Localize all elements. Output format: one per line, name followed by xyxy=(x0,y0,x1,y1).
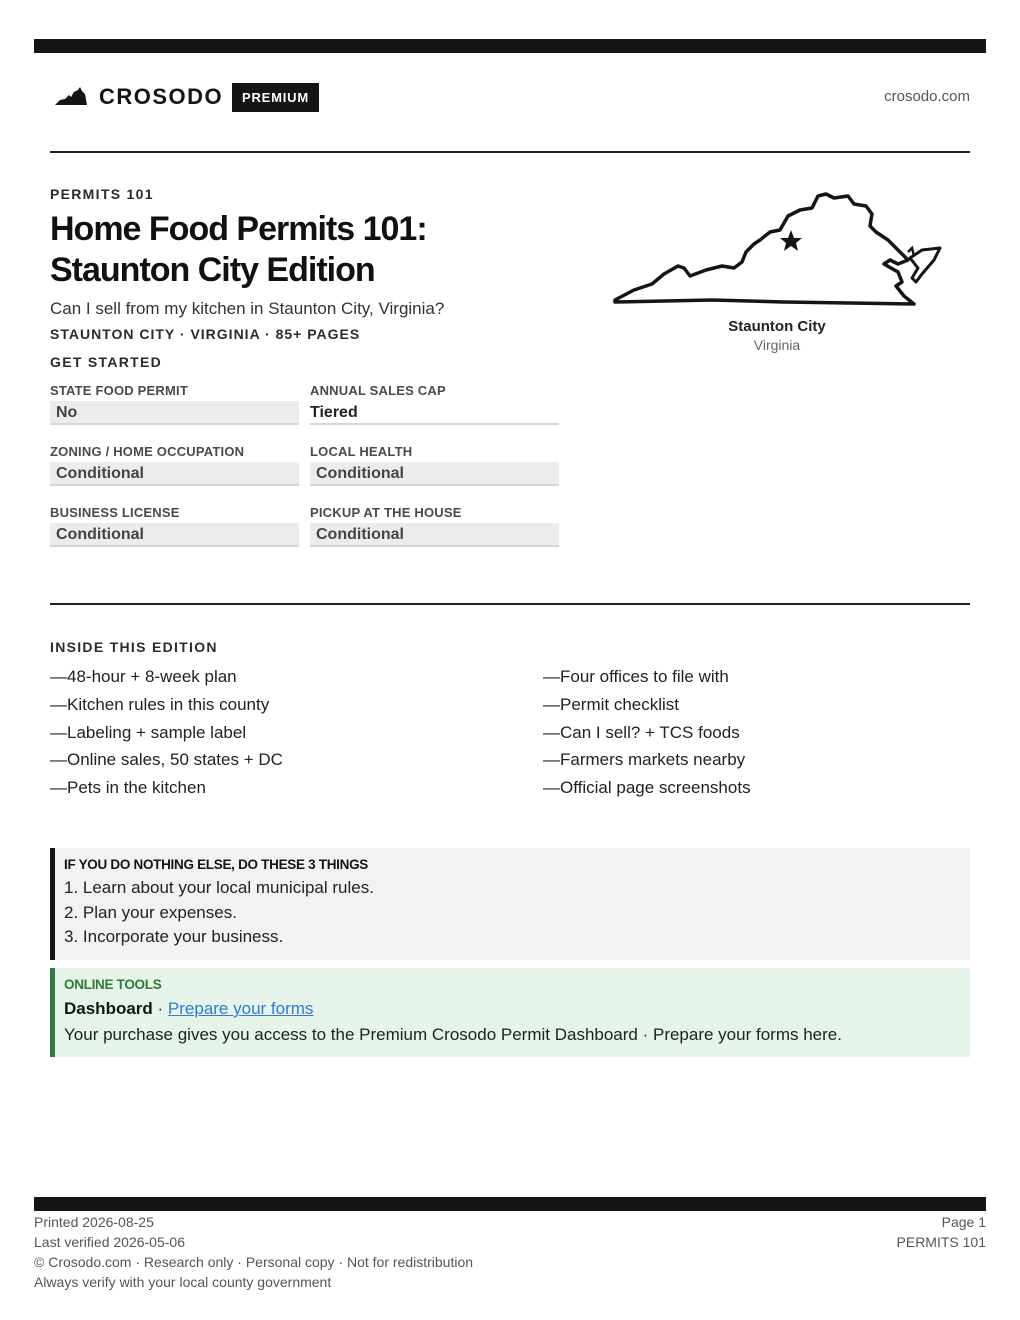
map-city: Staunton City xyxy=(728,318,826,335)
list-item: —Farmers markets nearby xyxy=(543,750,746,770)
list-item: 1. Learn about your local municipal rules. xyxy=(64,878,374,897)
fact-label: ZONING / HOME OCCUPATION xyxy=(50,444,245,459)
page-subtitle: Can I sell from my kitchen in Staunton City, Virginia? xyxy=(50,299,445,318)
list-item: 2. Plan your expenses. xyxy=(64,902,237,922)
footer-rule-bar xyxy=(34,1197,986,1211)
tools-separator: · xyxy=(152,999,168,1018)
list-item: —Official page screenshots xyxy=(543,778,751,798)
section-divider xyxy=(50,603,970,605)
list-item: —Online sales, 50 states + DC xyxy=(50,750,283,770)
title-line-2: Staunton City Edition xyxy=(50,251,375,289)
map-state: Virginia xyxy=(753,337,801,353)
copyright-notice: © Crosodo.com · Research only · Personal copy · Not for redistribution xyxy=(34,1254,474,1270)
page-title xyxy=(50,209,590,291)
fact-local-health xyxy=(310,441,559,502)
site-url[interactable]: crosodo.com xyxy=(884,88,970,105)
list-item: 3. Incorporate your business. xyxy=(64,927,284,946)
tools-dashboard-line xyxy=(64,996,970,1022)
prepare-forms-link[interactable]: Prepare your forms xyxy=(167,999,314,1018)
fact-value: Tiered xyxy=(310,401,559,425)
fact-state-food-permit xyxy=(50,380,299,441)
fact-zoning xyxy=(50,441,299,502)
tools-description: Your purchase gives you access to the Premium Crosodo Permit Dashboard · Prepare your forms here. xyxy=(64,1025,842,1044)
fact-label: STATE FOOD PERMIT xyxy=(50,383,188,398)
verify-notice: Always verify with your local county government xyxy=(34,1274,332,1290)
fact-value: Conditional xyxy=(310,462,559,486)
online-tools-callout xyxy=(50,968,970,1057)
dashboard-label: Dashboard xyxy=(64,999,153,1018)
section-kicker: PERMITS 101 xyxy=(50,186,154,202)
list-item: —Labeling + sample label xyxy=(50,722,247,742)
fact-label: BUSINESS LICENSE xyxy=(50,505,180,520)
fact-annual-sales-cap xyxy=(310,380,559,441)
fact-pickup xyxy=(310,502,559,563)
list-item: —Permit checklist xyxy=(543,694,680,714)
inside-list-right xyxy=(543,666,963,805)
get-started-heading: GET STARTED xyxy=(50,354,163,370)
brand-link[interactable] xyxy=(54,84,223,110)
three-things-callout xyxy=(50,848,970,960)
footer-left xyxy=(34,1212,473,1292)
staunton-star-icon xyxy=(780,230,802,251)
inside-edition-heading: INSIDE THIS EDITION xyxy=(50,639,218,655)
top-rule-bar xyxy=(34,39,986,53)
footer-right xyxy=(897,1212,986,1252)
title-line-1: Home Food Permits 101: xyxy=(50,210,427,248)
fact-value: Conditional xyxy=(310,523,559,547)
map-caption xyxy=(677,318,877,353)
list-item: —Kitchen rules in this county xyxy=(50,694,270,714)
list-item: —48-hour + 8-week plan xyxy=(50,667,237,686)
header-divider xyxy=(50,151,970,153)
page-header xyxy=(50,78,970,118)
tools-title: ONLINE TOOLS xyxy=(64,977,162,992)
callout-list xyxy=(64,876,970,950)
brand-name: CROSODO xyxy=(99,84,224,109)
fact-value: No xyxy=(50,401,299,425)
footer-section: PERMITS 101 xyxy=(896,1234,986,1250)
fact-value: Conditional xyxy=(50,462,299,486)
list-item: —Four offices to file with xyxy=(543,667,729,686)
page-number: Page 1 xyxy=(941,1214,986,1230)
fact-label: PICKUP AT THE HOUSE xyxy=(310,505,462,520)
fact-label: ANNUAL SALES CAP xyxy=(310,383,446,398)
fact-value: Conditional xyxy=(50,523,299,547)
callout-title: IF YOU DO NOTHING ELSE, DO THESE 3 THINGS xyxy=(64,857,368,872)
list-item: —Can I sell? + TCS foods xyxy=(543,722,740,742)
virginia-logo-icon xyxy=(54,87,88,107)
verified-date: Last verified 2026-05-06 xyxy=(34,1234,185,1250)
list-item: —Pets in the kitchen xyxy=(50,778,206,798)
edition-meta: STAUNTON CITY · VIRGINIA · 85+ PAGES xyxy=(50,326,361,342)
premium-badge: PREMIUM xyxy=(232,83,319,112)
printed-date: Printed 2026-08-25 xyxy=(34,1214,154,1230)
state-map xyxy=(612,186,944,310)
inside-list-left xyxy=(50,666,470,805)
fact-business-license xyxy=(50,502,299,563)
virginia-outline-icon xyxy=(612,186,944,310)
fact-label: LOCAL HEALTH xyxy=(310,444,413,459)
facts-grid xyxy=(50,380,559,563)
